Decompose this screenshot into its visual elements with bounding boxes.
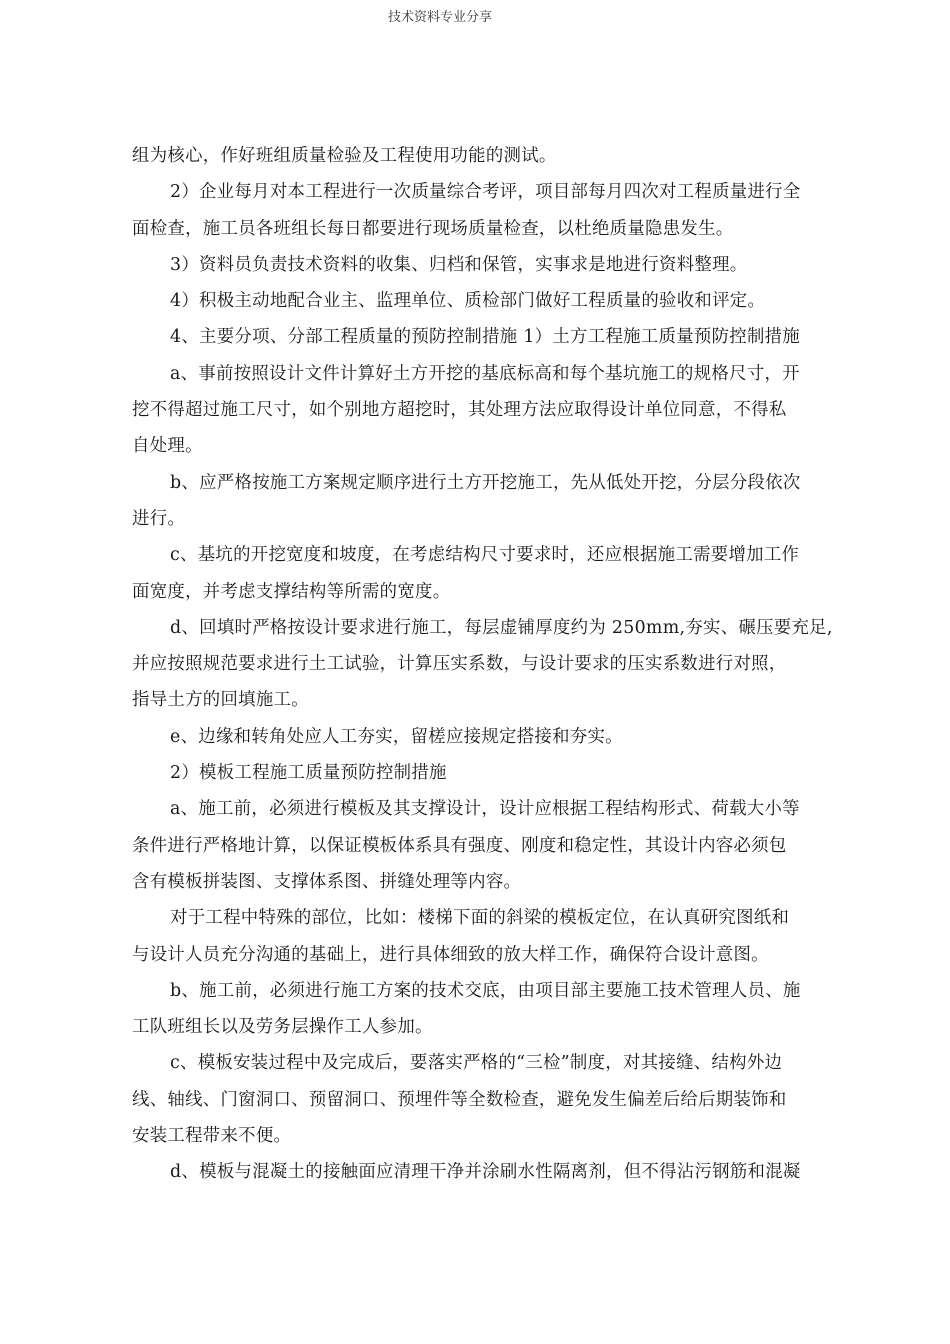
header-text: 技术资料专业分享 <box>387 10 492 25</box>
text-line: 面检查，施工员各班组长每日都要进行现场质量检查，以杜绝质量隐患发生。 <box>132 218 734 239</box>
text-line: 含有模板拼装图、支撑体系图、拼缝处理等内容。 <box>132 871 522 892</box>
text-line: e、边缘和转角处应人工夯实，留槎应接规定搭接和夯实。 <box>170 726 623 747</box>
text-line: a、事前按照设计文件计算好土方开挖的基底标高和每个基坑施工的规格尺寸，开 <box>170 363 800 384</box>
text-line: 对于工程中特殊的部位，比如：楼梯下面的斜梁的模板定位，在认真研究图纸和 <box>170 908 790 929</box>
text-line: 工队班组长以及劳务层操作工人参加。 <box>132 1017 433 1038</box>
document-body <box>132 138 857 1191</box>
text-line: b、施工前，必须进行施工方案的技术交底，由项目部主要施工技术管理人员、施 <box>170 980 801 1001</box>
text-line: 3）资料员负责技术资料的收集、归档和保管，实事求是地进行资料整理。 <box>170 254 748 275</box>
text-line: a、施工前，必须进行模板及其支撑设计，设计应根据工程结构形式、荷载大小等 <box>170 799 800 820</box>
text-line: 指导土方的回填施工。 <box>132 690 309 711</box>
text-line: 线、轴线、门窗洞口、预留洞口、预埋件等全数检查，避免发生偏差后给后期装饰和 <box>132 1089 787 1110</box>
text-line: 面宽度，并考虑支撑结构等所需的宽度。 <box>132 581 451 602</box>
text-line: b、应严格按施工方案规定顺序进行土方开挖施工，先从低处开挖，分层分段依次 <box>170 472 801 493</box>
text-line: 条件进行严格地计算，以保证模板体系具有强度、刚度和稳定性，其设计内容必须包 <box>132 835 787 856</box>
text-line: 进行。 <box>132 508 186 529</box>
text-line: c、基坑的开挖宽度和坡度，在考虑结构尺寸要求时，还应根据施工需要增加工作 <box>170 545 800 566</box>
text-line: 组为核心，作好班组质量检验及工程使用功能的测试。 <box>132 146 557 166</box>
text-line: d、回填时严格按设计要求进行施工，每层虚铺厚度约为 250mm,夯实、碾压要充足, <box>170 617 833 638</box>
text-line: 2）企业每月对本工程进行一次质量综合考评，项目部每月四次对工程质量进行全 <box>170 182 801 203</box>
text-line: d、模板与混凝土的接触面应清理干净并涂刷水性隔离剂，但不得沾污钢筋和混凝 <box>170 1162 801 1183</box>
text-line: 与设计人员充分沟通的基础上，进行具体细致的放大样工作，确保符合设计意图。 <box>132 944 769 965</box>
page-header <box>0 6 950 25</box>
text-line: 挖不得超过施工尺寸，如个别地方超挖时，其处理方法应取得设计单位同意，不得私 <box>132 400 787 421</box>
text-line: 并应按照规范要求进行土工试验，计算压实系数，与设计要求的压实系数进行对照， <box>132 654 787 675</box>
text-line: 自处理。 <box>132 436 203 457</box>
text-line: c、模板安装过程中及完成后，要落实严格的“三检”制度，对其接缝、结构外边 <box>170 1053 783 1074</box>
text-line: 2）模板工程施工质量预防控制措施 <box>170 763 447 784</box>
text-line: 4、主要分项、分部工程质量的预防控制措施 1）土方工程施工质量预防控制措施 <box>170 327 801 348</box>
text-line: 安装工程带来不便。 <box>132 1126 292 1147</box>
text-line: 4）积极主动地配合业主、监理单位、质检部门做好工程质量的验收和评定。 <box>170 291 766 312</box>
